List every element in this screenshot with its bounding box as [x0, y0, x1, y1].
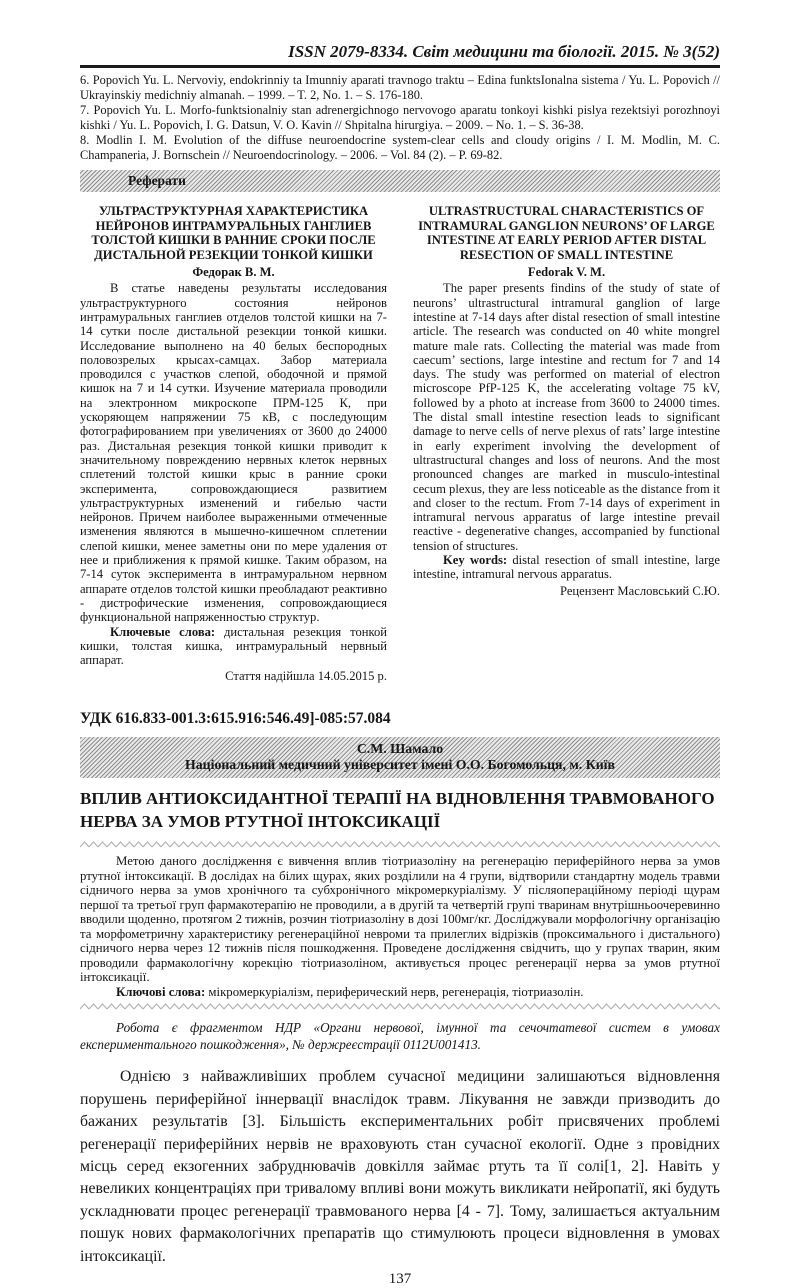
keywords-label-ru: Ключевые слова:: [110, 624, 216, 639]
article-body-paragraph: Однією з найважливіших проблем сучасної медицини залишаються відновлення порушень периферійної іннервації внаслідок травм. Лікування не завжди призводить до бажаних результатів [3]. Більшість експериментальних робіт присвячених проблемі регенерації периферійних нервів не враховують стан сучасної екології. Одне з провідних місць серед екзогенних забруднювачів довкілля займає ртуть та її солі[1, 2]. Навіть у невеликих концентраціях при тривалому впливі вони можуть викликати нейропатії, які будуть ускладнювати процес регенерації травмованого нерва [4 - 7]. Тому, залишається актуальним пошук нових фармакологічних препаратів що стимулюють процеси відновлення в умовах інтоксикації.: [80, 1068, 720, 1265]
zigzag-divider: [80, 1003, 720, 1010]
journal-issn-header: ISSN 2079-8334. Світ медицини та біології. 2015. № 3(52): [80, 42, 720, 68]
article-affiliation: Національний медичний університет імені О.О. Богомольця, м. Київ: [185, 757, 615, 773]
article-title: ВПЛИВ АНТИОКСИДАНТНОЇ ТЕРАПІЇ НА ВІДНОВЛЕННЯ ТРАВМОВАНОГО НЕРВА ЗА УМОВ РТУТНОЇ ІНТОКСИКАЦІЇ: [80, 789, 715, 832]
abstract-author-en: Fedorak V. M.: [527, 265, 606, 280]
reference-item: 6. Popovich Yu. L. Nervoviy, endokrinniy ta Imunniy aparati travnogo traktu – Edina funktsIonalna sistema / Yu. L. Popovich // Ukrayinskiy medichniy almanah. – 1999. – T. 2, No. 1. – S. 176-180.: [80, 73, 720, 102]
abstract-column-english: [413, 204, 720, 684]
abstract-title-ru: УЛЬТРАСТРУКТУРНАЯ ХАРАКТЕРИСТИКА НЕЙРОНОВ ИНТРАМУРАЛЬНЫХ ГАНГЛИЕВ ТОЛСТОЙ КИШКИ В РАННИЕ СРОКИ ПОСЛЕ ДИСТАЛЬНОЙ РЕЗЕКЦИИ ТОНКОЙ КИШКИ: [91, 204, 376, 262]
reference-list: [80, 73, 720, 163]
abstracts-section-band: [80, 170, 720, 192]
abstract-keywords-en: [413, 553, 720, 582]
abstract-author-ru: Федорак В. М.: [192, 265, 275, 280]
page-number: 137: [388, 1271, 412, 1288]
article-keywords: [80, 985, 720, 1000]
keywords-text-ru: дистальная резекция тонкой кишки, толстая кишка, интрамуральный нервный аппарат.: [80, 624, 387, 668]
keywords-text-en: distal resection of small intestine, large intestine, intramural nervous apparatus.: [413, 553, 720, 582]
reference-item: 8. Modlin I. M. Evolution of the diffuse neuroendocrine system-clear cells and cloudy origins / I. M. Modlin, M. C. Champaneria, J. Bornschein // Neuroendocrinology. – 2006. – Vol. 84 (2). – P. 69-82.: [80, 133, 720, 162]
article-author-band: [80, 737, 720, 778]
received-date-note: Стаття надійшла 14.05.2015 р.: [225, 669, 387, 684]
research-project-note: Робота є фрагментом НДР «Органи нервової, імунної та сечочтатевої систем в умовах експериментального пошкодження», № держреєстрації 0112U001413.: [80, 1020, 720, 1052]
abstract-column-russian: [80, 204, 387, 684]
reference-item: 7. Popovich Yu. L. Morfo-funktsionalniy stan adrenergichnogo nervovogo aparatu tonkoyi kishki pislya rezektsiyi porozhnoyi kishki / Yu. L. Popovich, I. G. Datsun, V. O. Kavin // Shpitalna hirurgiya. – 2009. – No. 1. – S. 36-38.: [80, 103, 720, 132]
abstract-keywords-ru: [80, 625, 387, 668]
reviewer-note: Рецензент Масловський С.Ю.: [559, 583, 720, 598]
article-abstract: Метою даного дослідження є вивчення вплив тіотриазоліну на регенерацію периферійного нерва за умов ртутної інтоксикації. В дослідах на білих щурах, яких розділили на 4 групи, відтворили стандартну модель травми сідничого нерва за умов хронічного та субхронічного мікромеркуріалізму. У післяопераційному періоді щурам першої та третьої груп фармакотерапію не проводили, а в другій та четвертій групі тваринам внутрішньоочеревинно вводили щоденно, протягом 2 тижнів, розчин тіотриазоліну в дозі 100мг/кг. Досліджували морфологічну організацію та морфометричну характеристику регенераційної невроми та прилеглих відрізків (проксимального і дистального) сідничого нерва через 12 тижнів після пошкодження. Проведене дослідження свідчить, що у групах тварин, яким проводили фармакологічну корекцію тіотриазоліном, активується процес регенерації нерва за умов ртутної інтоксикації.: [80, 854, 720, 985]
keywords-label-en: Key words:: [443, 553, 508, 568]
abstracts-columns: [80, 204, 720, 684]
article-keywords-text: мікромеркуріалізм, периферический нерв, регенерація, тіотриазолін.: [205, 984, 584, 999]
abstracts-section-label: Реферати: [128, 173, 186, 188]
article-keywords-label: Ключові слова:: [116, 984, 206, 999]
abstract-body-ru: В статье наведены результаты исследования ультраструктурного состояния нейронов интрамуральных ганглиев отделов толстой кишки на 7-14 сутки после дистальной резекции тонкой кишки. Исследование выполнено на 40 белых беспородных половозрелых крысах-самцах. Забор материала проводился с участков слепой, ободочной и прямой кишок на 7 и 14 сутки. Изучение материала проводили на электронном микроскопе ПРМ-125 К, при ускоряющем напряжении 75 кВ, с последующим фотографированием при увеличениях от 3600 до 24000 раз. Дистальная резекция тонкой кишки приводит к значительному повреждению нервных клеток нервных сплетений толстой кишки крыс в ранние сроки эксперимента, сопровождающиеся развитием ультраструктурных изменений и гибелью части нейронов. Причем наиболее выраженными отмеченные изменения являются в мышечно-кишечном сплетении слепой кишки, менее заметны они по мере удаления от нее и приближения к прямой кишке. Таким образом, на 7-14 суток эксперимента в интрамуральном нервном аппарате отделов толстой кишки преобладают реактивно - дистрофические изменения, сопровождающиеся функциональной напряженностью структур.: [80, 281, 387, 625]
abstract-title-en: ULTRASTRUCTURAL CHARACTERISTICS OF INTRAMURAL GANGLION NEURONS’ OF LARGE INTESTINE AT EARLY PERIOD AFTER DISTAL RESECTION OF SMALL INTESTINE: [418, 204, 715, 262]
abstract-body-en: The paper presents findins of the study of state of neurons’ ultrastructural intramural ganglion of large intestine at 7-14 days after distal resection of small intestine article. The research was conducted on 40 white mongrel mature male rats. Collecting the material was made from caecum’ sections, large intestine and rectum for 7 and 14 days. The study was performed on material of electron microscope PfP-125 K, the accelerating voltage 75 kV, followed by a photo at increase from 3600 to 24000 times. The distal small intestine resection leads to significant damage to nerve cells of nerve plexus of rats’ large intestine in early experiment involving the development of ultrastructural changes and loss of neurons. And the most pronounced changes are marked in musculo-intestinal cecum plexus, they are less noticeable as the distance from it and closer to the rectum. From 7-14 days of experiment in intramural nervous apparatus of large intestine prevail reactive - degenerative changes, accompanied by functional tension of structures.: [413, 281, 720, 553]
zigzag-divider: [80, 841, 720, 848]
udc-code: УДК 616.833-001.3:615.916:546.49]-085:57.084: [80, 710, 391, 728]
article-author: С.М. Шамало: [356, 741, 444, 757]
